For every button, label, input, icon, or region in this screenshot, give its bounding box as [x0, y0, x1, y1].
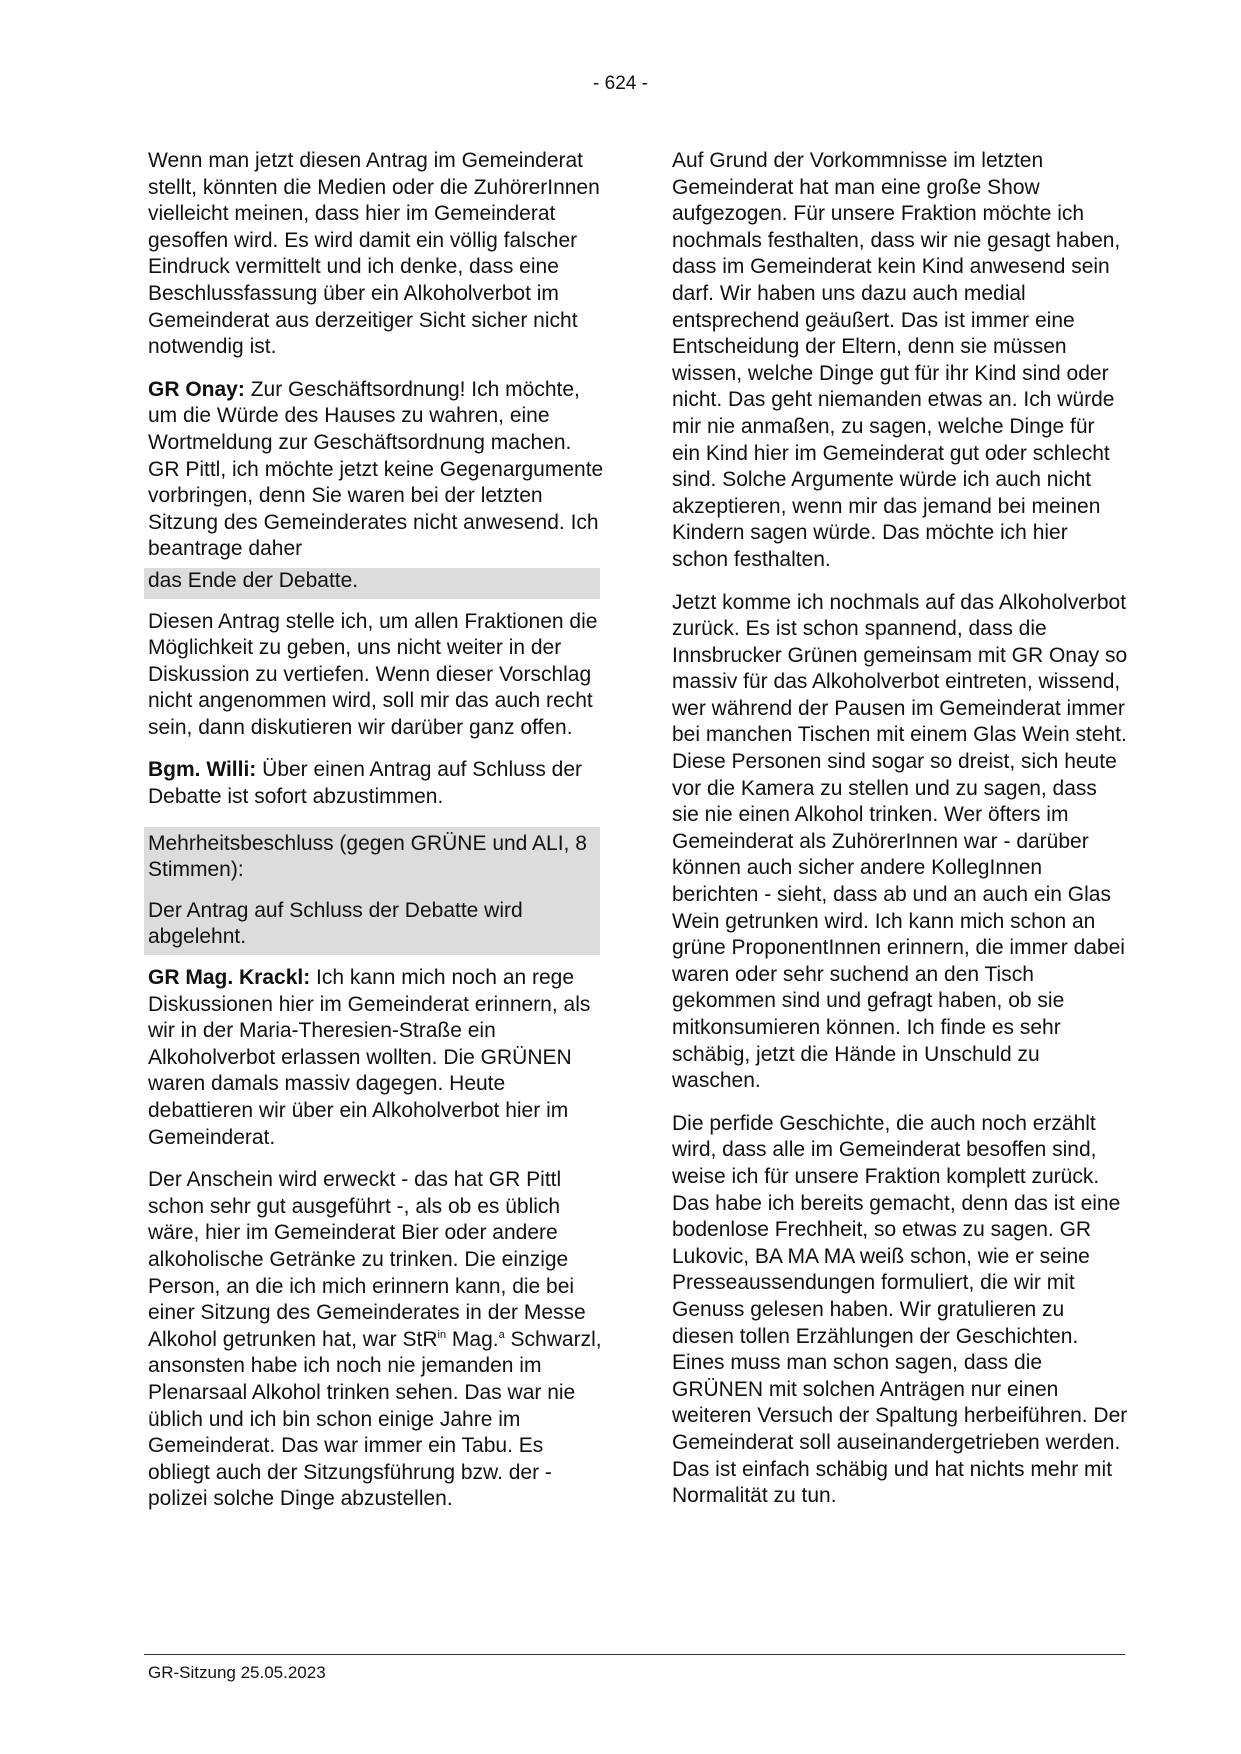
- paragraph: [148, 1167, 604, 1513]
- speech-text: Über einen Antrag auf Schluss der Debatte ist sofort abzustimmen.: [148, 758, 583, 809]
- paragraph: Auf Grund der Vorkommnisse im letzten Gemeinderat hat man eine große Show aufgezogen. Für unsere Fraktion möchte ich nochmals festhalten, dass wir nie gesagt haben, dass im Gemeinderat kein Kind anwesend sein darf. Wir haben uns dazu auch medial entsprechend geäußert. Das ist immer eine Entscheidung der Eltern, denn sie müssen wissen, welche Dinge gut für ihr Kind sind oder nicht. Das geht niemanden etwas an. Ich würde mir nie anmaßen, zu sagen, welche Dinge für ein Kind hier im Gemeinderat gut oder schlecht sind. Solche Argumente würde ich auch nicht akzeptieren, wenn mir das jemand bei meinen Kindern sagen würde. Das möchte ich hier schon festhalten.: [672, 149, 1121, 571]
- left-column: [148, 148, 604, 1523]
- right-column: [672, 148, 1128, 1520]
- speech-text: Ich kann mich noch an rege Diskussionen hier im Gemeinderat erinnern, als wir in der Maria-Theresien-Straße ein Alkoholverbot erlassen wollten. Die GRÜNEN waren damals massiv dagegen. Heute debattieren wir über ein Alkoholverbot hier im Gemeinderat.: [148, 966, 591, 1149]
- text-run: Der Anschein wird erweckt - das hat GR Pittl schon sehr gut ausgeführt -, als ob es üblich wäre, hier im Gemeinderat Bier oder andere alkoholische Getränke zu trinken. Die einzige Person, an die ich mich erinnern kann, die bei einer Sitzung des Gemeinderates in der Messe Alkohol getrunken hat, war StR: [148, 1168, 586, 1351]
- speech-onay: [148, 377, 604, 563]
- speech-krackl: [148, 965, 604, 1151]
- speech-text: Zur Geschäftsordnung! Ich möchte, um die Würde des Hauses zu wahren, eine Wortmeldung zur Geschäftsordnung machen. GR Pittl, ich möchte jetzt keine Gegenargumente vorbringen, denn Sie waren bei der letzten Sitzung des Gemeinderates nicht anwesend. Ich beantrage daher: [148, 377, 604, 561]
- text-run: Mag.: [446, 1327, 499, 1351]
- vote-result: Der Antrag auf Schluss der Debatte wird abgelehnt.: [144, 888, 600, 955]
- motion-highlight: das Ende der Debatte.: [144, 568, 600, 599]
- speech-willi: [148, 757, 604, 810]
- paragraph: Diesen Antrag stelle ich, um allen Fraktionen die Möglichkeit zu geben, uns nicht weiter in der Diskussion zu vertiefen. Wenn dieser Vorschlag nicht angenommen wird, soll mir das auch recht sein, dann diskutieren wir darüber ganz offen.: [148, 609, 598, 739]
- paragraph: Die perfide Geschichte, die auch noch erzählt wird, dass alle im Gemeinderat besoffen sind, weise ich für unsere Fraktion komplett zurück. Das habe ich bereits gemacht, denn das ist eine bodenlose Frechheit, so etwas zu sagen. GR Lukovic, BA MA MA weiß schon, wie er seine Presseaussendungen formuliert, die wir mit Genuss gelesen haben. Wir gratulieren zu diesen tollen Erzählungen der Geschichten. Eines muss man schon sagen, dass die GRÜNEN mit solchen Anträgen nur einen weiteren Versuch der Spaltung herbeiführen. Der Gemeinderat soll auseinandergetrieben werden. Das ist einfach schäbig und hat nichts mehr mit Normalität zu tun.: [672, 1111, 1128, 1508]
- vote-line: Mehrheitsbeschluss (gegen GRÜNE und ALI, 8 Stimmen):: [144, 827, 600, 888]
- text-run: Schwarzl, ansonsten habe ich noch nie jemanden im Plenarsaal Alkohol trinken sehen. Das war nie üblich und ich bin schon einige Jahre im Gemeinderat. Das war immer ein Tabu. Es obliegt auch der Sitzungsführung bzw. der -polizei solche Dinge abzustellen.: [148, 1327, 602, 1511]
- paragraph: Wenn man jetzt diesen Antrag im Gemeinderat stellt, könnten die Medien oder die ZuhörerInnen vielleicht meinen, dass hier im Gemeinderat gesoffen wird. Es wird damit ein völlig falscher Eindruck vermittelt und ich denke, dass eine Beschlussfassung über ein Alkoholverbot im Gemeinderat aus derzeitiger Sicht sicher nicht notwendig ist.: [148, 149, 600, 359]
- speaker-name: GR Onay:: [148, 377, 245, 401]
- paragraph: Jetzt komme ich nochmals auf das Alkoholverbot zurück. Es ist schon spannend, dass die Innsbrucker Grünen gemeinsam mit GR Onay so massiv für das Alkoholverbot eintreten, wissend, wer während der Pausen im Gemeinderat immer bei manchen Tischen mit einem Glas Wein steht. Diese Personen sind sogar so dreist, sich heute vor die Kamera zu stellen und zu sagen, dass sie nie einen Alkohol trinken. Wer öfters im Gemeinderat als ZuhörerInnen war - darüber können auch sicher andere KollegInnen berichten - sieht, dass ab und an auch ein Glas Wein getrunken wird. Ich kann mich schon an grüne ProponentInnen erinnern, die immer dabei waren oder sehr suchend an den Tisch gekommen sind und gefragt haben, ob sie mitkonsumieren können. Ich finde es sehr schäbig, jetzt die Hände in Unschuld zu waschen.: [672, 590, 1128, 1093]
- speaker-name: GR Mag. Krackl:: [148, 966, 311, 990]
- superscript: a: [498, 1328, 505, 1341]
- superscript: in: [437, 1328, 447, 1341]
- footer-divider: [144, 1654, 1125, 1655]
- footer-session: GR-Sitzung 25.05.2023: [148, 1663, 326, 1682]
- page-number: - 624 -: [593, 73, 648, 94]
- speaker-name: Bgm. Willi:: [148, 758, 257, 782]
